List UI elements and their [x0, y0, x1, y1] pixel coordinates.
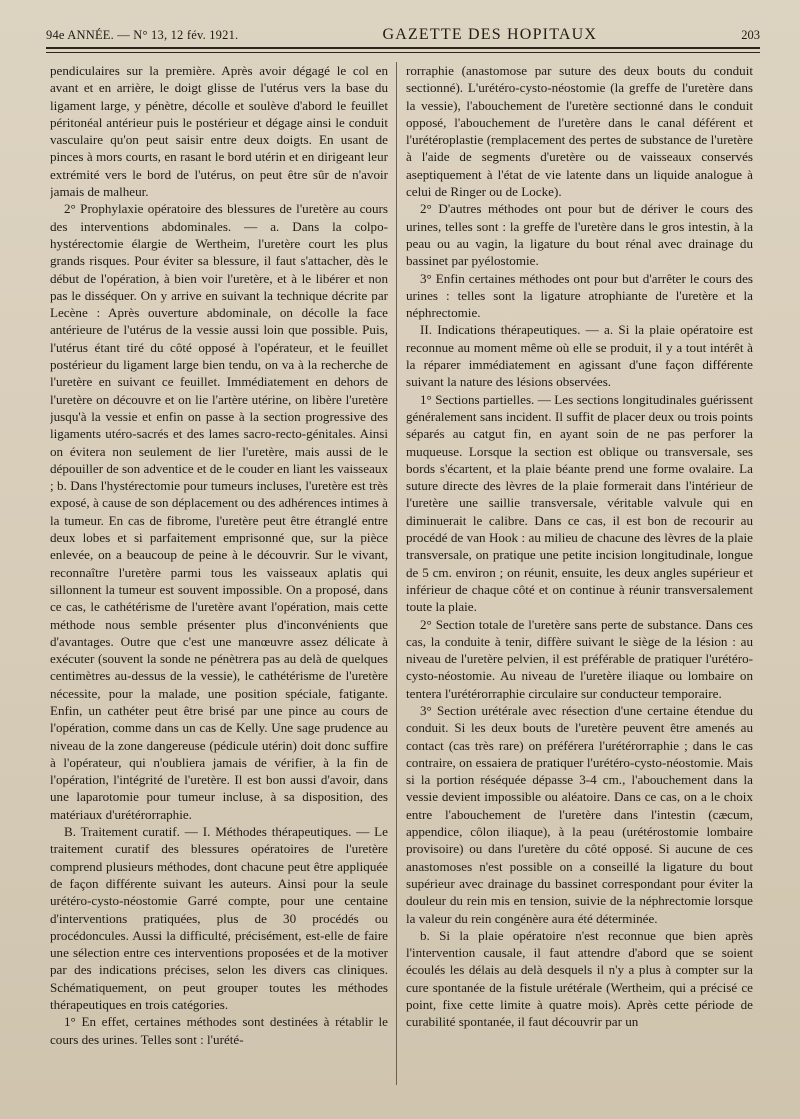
paragraph: pendiculaires sur la première. Après avoir dégagé le col en avant et en arrière, le doigt glisse de l'utérus vers la base du ligament large, y pénètre, décolle et soulève d'abord le feuillet péritonéal antérieur puis le postérieur et dégage ainsi le conduit vasculaire qu'on peut saisir entre deux doigts. En usant de pinces à mors courts, en rasant le bord utérin et en dirigeant leur extrémité vers le bord de l'utérus, on peut être sûr de n'avoir jamais de malheur.: [50, 63, 388, 200]
paragraph: 1° En effet, certaines méthodes sont destinées à rétablir le cours des urines. Telles sont : l'urété-: [50, 1014, 388, 1047]
header-rule-thin: [46, 52, 760, 53]
paragraph: b. Si la plaie opératoire n'est reconnue que bien après l'intervention causale, il faut attendre d'abord que se soient écoulés les délais au delà desquels il n'y a plus à compter sur la cure spontanée de la fistule urétérale (Wertheim, qui a précisé ce point, fixe cette limite à quatre mois). Après cette période de curabilité spontanée, il faut découvrir par un: [406, 927, 753, 1030]
paragraph: B. Traitement curatif. — I. Méthodes thérapeutiques. — Le traitement curatif des blessures opératoires de l'uretère comprend plusieurs méthodes, dont chacune peut être appliquée de façon différente suivant les auteurs. Ainsi pour la seule urétéro-cysto-néostomie Garré compte, pour une centaine d'interventions pratiquées, plus de 30 procédés ou procédoncules. Aussi la difficulté, précisément, est-elle de faire une sélection entre ces interventions proposées et de la motiver par des indications précises, selon les divers cas cliniques. Schématiquement, on peut grouper toutes les méthodes thérapeutiques en trois catégories.: [50, 824, 388, 1013]
paragraph: 3° Enfin certaines méthodes ont pour but d'arrêter le cours des urines : telles sont la ligature atrophiante de l'uretère et la néphrectomie.: [406, 270, 753, 321]
paragraph: II. Indications thérapeutiques. — a. Si la plaie opératoire est reconnue au moment même où elle se produit, il y a tout intérêt à la réparer immédiatement en agissant d'une façon différente suivant la nature des lésions observées.: [406, 322, 753, 390]
issue-line: 94e ANNÉE. — N° 13, 12 fév. 1921.: [46, 28, 239, 42]
paragraph: 2° Prophylaxie opératoire des blessures de l'uretère au cours des interventions abdominales. — a. Dans la colpo-hystérectomie élargie de Wertheim, l'uretère court les plus grands risques. Pour éviter sa blessure, il faut s'attacher, dès le début de l'opération, à bien voir l'uretère, et à le libérer et non pas le disséquer. On y arrive en suivant la technique décrite par Lecène : Après ouverture abdominale, on décolle la face antérieure de l'utérus de la vessie aussi loin que possible. Puis, l'utérus étant tiré du côté opposé à l'opérateur, et le feuillet postérieur du ligament large bien tendu, on va à la recherche de l'uretère en suivant ce feuillet. Immédiatement en dehors de l'uretère on découvre et on lie l'artère utérine, on libère l'uretère jusqu'à la vessie et enfin on passe à la section progressive des ligaments utéro-sacrés et des lames sacro-recto-génitales. Ainsi on évitera non seulement de lier l'uretère, mais aussi de le dépouiller de son adventice et de le couder en liant les vaisseaux ; b. Dans l'hystérectomie pour tumeurs incluses, l'uretère est très exposé, à cause de son déplacement ou des adhérences intimes à la tumeur. En cas de fibrome, l'uretère peut être étranglé entre deux lobes et si parfaitement emprisonné que, sur la pièce enlevée, on a beaucoup de peine à le découvrir. Sur le vivant, reconnaître l'uretère parmi tous les vaisseaux aplatis qui sillonnent la tumeur est souvent impossible. On a proposé, dans ce cas, le cathétérisme de l'uretère avant l'opération, mais cette méthode nous semble présenter plus d'inconvénients que d'avantages. Outre que c'est une manœuvre assez délicate à exécuter (souvent la sonde ne pénètrera pas au delà de quelques centimètres au-dessus de la vessie), le cathétérisme de l'uretère nécessite, pour la malade, une position spéciale, fatigante. Enfin, un cathéter peut être brisé par une pince au cours de l'opération, comme dans un cas de Kelly. Une sage prudence au niveau de la zone dangereuse (pédicule utérin) doit donc suffire à l'opérateur, qui n'oubliera jamais de vérifier, à la fin de l'opération, l'intégrité de l'uretère. Il est bon aussi d'avoir, dans une laparotomie pour tumeur incluse, à sa disposition, des matériaux d'urétérorraphie.: [50, 201, 388, 822]
header-rule-thick: [46, 47, 760, 49]
right-column: [406, 62, 753, 1089]
column-divider: [396, 62, 397, 1085]
paragraph: 3° Section urétérale avec résection d'une certaine étendue du conduit. Si les deux bouts de l'uretère peuvent être amenés au contact (cas très rare) on préférera l'urétérorraphie ; dans le cas contraire, on essaiera de pratiquer l'urétéro-cysto-néostomie. Mais si la portion réséquée dépasse 3-4 cm., l'abouchement dans la vessie devient impossible ou aléatoire. Dans ce cas, on a le choix entre l'abouchement de l'uretère dans l'intestin (cæcum, appendice, côlon iliaque), à la peau (urétérostomie lombaire provisoire) ou dans l'uretère du côté opposé. Si aucune de ces anastomoses n'est possible on a conseillé la ligature du bout supérieur avec drainage du bassinet correspondant pour éviter la douleur du rein mis en tension, suivie de la néphrectomie lorsque la valeur du rein congénère aura été déterminée.: [406, 702, 753, 926]
paragraph: rorraphie (anastomose par suture des deux bouts du conduit sectionné). L'urétéro-cysto-néostomie (la greffe de l'uretère dans la vessie), l'abouchement de l'uretère sectionné dans le conduit opposé, l'abouchement de l'uretère dans le canal déférent et l'urétéroplastie (remplacement des pertes de substance de l'uretère à l'aide de segments d'uretère ou de vaisseaux conservés aseptiquement à l'état de vie latente dans un liquide analogue à celui de Ringer ou de Locke).: [406, 63, 753, 200]
paragraph: 1° Sections partielles. — Les sections longitudinales guérissent généralement sans incident. Il suffit de placer deux ou trois points séparés au catgut fin, en ayant soin de ne pas perforer la muqueuse. Lorsque la section est oblique ou transversale, ses bords s'écartent, et la plaie béante prend une forme ovalaire. La suture directe des lèvres de la plaie formerait dans l'intérieur de l'uretère une saillie transversale, véritable valvule qui en diminuerait le calibre. Dans ce cas, il est bon de recourir au procédé de van Hook : au milieu de chacune des lèvres de la plaie transversale, on pratique une petite incision longitudinale, longue de 5 cm. environ ; on réunit, ensuite, les deux angles supérieur et inférieur de chaque côté et on continue à réunir transversalement toute la plaie.: [406, 391, 753, 615]
journal-title: GAZETTE DES HOPITAUX: [382, 26, 598, 43]
page-number: 203: [741, 28, 760, 42]
paragraph: 2° Section totale de l'uretère sans perte de substance. Dans ces cas, la conduite à tenir, diffère suivant le siège de la lésion : au niveau de l'uretère pelvien, il est préférable de pratiquer l'urétéro-cysto-néostomie. Au niveau de l'uretère iliaque ou lombaire on tentera l'urétérorraphie circulaire sur conducteur temporaire.: [406, 616, 753, 701]
paragraph: 2° D'autres méthodes ont pour but de dériver le cours des urines, telles sont : la greffe de l'uretère dans le gros intestin, à la peau ou au vagin, la ligature du bout rénal avec drainage du bassinet par pyélostomie.: [406, 201, 753, 269]
left-column: [50, 62, 388, 1089]
